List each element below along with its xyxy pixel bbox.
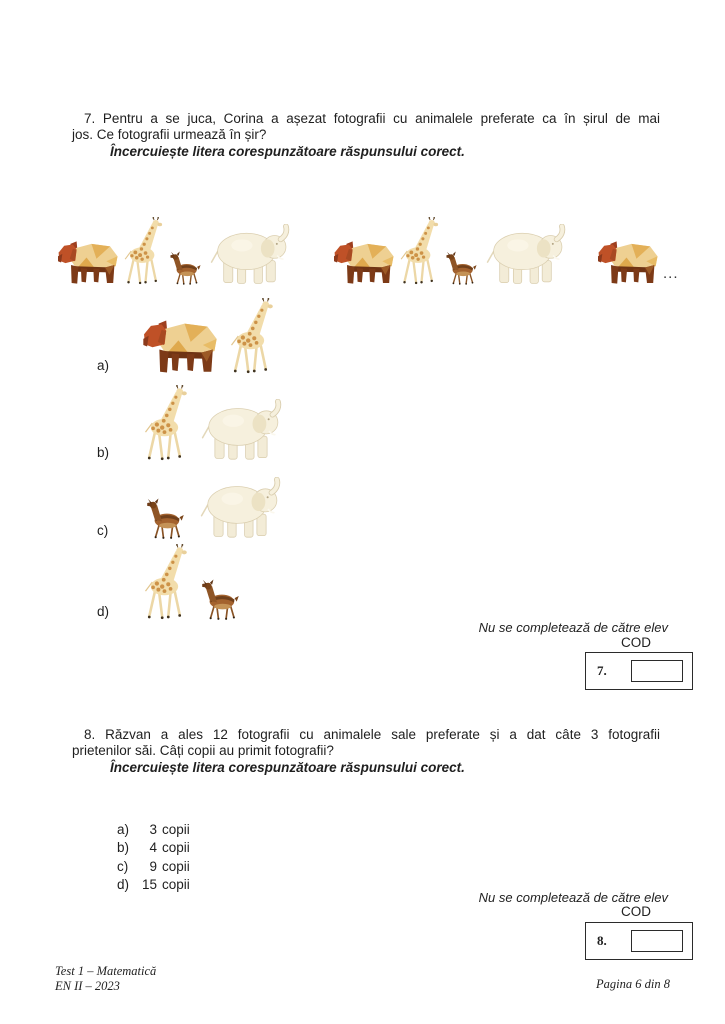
option-images bbox=[143, 298, 275, 374]
giraffe-icon bbox=[229, 298, 275, 374]
elephant-icon bbox=[207, 224, 292, 285]
option-images bbox=[143, 544, 243, 620]
footer-left bbox=[55, 964, 156, 993]
option-row-b bbox=[97, 379, 284, 461]
bear-icon bbox=[143, 319, 220, 374]
option-row-d bbox=[97, 538, 243, 620]
question-8-line-1: 8. Răzvan a ales 12 fotografii cu animalele sale preferate și a dat câte 3 fotografii bbox=[84, 727, 660, 742]
option-row-c bbox=[97, 457, 283, 539]
option-row-a bbox=[97, 292, 275, 374]
option-unit: copii bbox=[162, 877, 190, 893]
question-8-options bbox=[117, 821, 190, 895]
option-value: 15 bbox=[141, 877, 157, 893]
footer-test-name: Test 1 – Matematică bbox=[55, 964, 157, 978]
sequence-group bbox=[598, 240, 660, 285]
option-label: b) bbox=[97, 445, 110, 460]
option-unit: copii bbox=[162, 858, 190, 874]
code-box-7 bbox=[585, 652, 693, 690]
code-box-number: 7. bbox=[597, 663, 607, 678]
code-box-number: 8. bbox=[597, 933, 607, 948]
elephant-icon bbox=[483, 224, 568, 285]
option-row-d bbox=[117, 876, 190, 894]
question-7-block bbox=[72, 111, 660, 160]
question-7-line-2: jos. Ce fotografii urmează în șir? bbox=[72, 127, 267, 143]
option-value: 3 bbox=[149, 822, 157, 837]
giraffe-icon bbox=[123, 217, 164, 285]
sequence-group bbox=[334, 217, 568, 285]
code-answer-field bbox=[631, 930, 683, 952]
question-8-instruction: Încercuiește litera corespunzătoare răspunsului corect. bbox=[110, 759, 465, 775]
question-7-line-1: 7. Pentru a se juca, Corina a așezat fotografii cu animalele preferate ca în șirul de mai bbox=[84, 111, 660, 126]
question-7-instruction: Încercuiește litera corespunzătoare răspunsului corect. bbox=[110, 143, 465, 159]
code-answer-field bbox=[631, 660, 683, 682]
option-images bbox=[143, 477, 283, 539]
option-unit: copii bbox=[162, 822, 190, 837]
sequence-ellipsis: ... bbox=[663, 265, 679, 282]
option-label: c) bbox=[117, 858, 129, 874]
option-label: b) bbox=[117, 840, 130, 856]
not-for-student-note: Nu se completează de către elev bbox=[478, 890, 668, 905]
animal-sequence bbox=[58, 207, 679, 285]
elephant-icon bbox=[197, 477, 283, 539]
option-value: 9 bbox=[149, 858, 157, 874]
bear-icon bbox=[598, 240, 660, 285]
giraffe-icon bbox=[143, 544, 189, 620]
question-8-line-2: prietenilor săi. Câți copii au primit fotografii? bbox=[72, 743, 334, 759]
elephant-icon bbox=[198, 399, 284, 461]
cod-label: COD bbox=[621, 635, 651, 650]
deer-icon bbox=[443, 251, 480, 285]
sequence-group bbox=[58, 217, 292, 285]
cod-label: COD bbox=[621, 904, 651, 919]
deer-icon bbox=[198, 579, 243, 620]
question-8-block bbox=[72, 727, 660, 776]
option-value: 4 bbox=[149, 840, 157, 856]
option-row-a bbox=[117, 821, 190, 839]
bear-icon bbox=[334, 240, 396, 285]
option-unit: copii bbox=[162, 840, 190, 856]
option-row-c bbox=[117, 858, 190, 876]
option-label: d) bbox=[117, 877, 130, 893]
footer-page-indicator: Pagina 6 din 8 bbox=[596, 977, 670, 991]
footer-edition: EN II – 2023 bbox=[55, 978, 120, 993]
code-box-8 bbox=[585, 922, 693, 960]
option-label: c) bbox=[97, 523, 109, 538]
deer-icon bbox=[167, 251, 204, 285]
option-row-b bbox=[117, 839, 190, 857]
option-images bbox=[143, 385, 284, 461]
bear-icon bbox=[58, 240, 120, 285]
option-label: a) bbox=[117, 822, 130, 837]
not-for-student-note: Nu se completează de către elev bbox=[478, 620, 668, 635]
giraffe-icon bbox=[143, 385, 189, 461]
deer-icon bbox=[143, 498, 188, 539]
giraffe-icon bbox=[399, 217, 440, 285]
option-label: d) bbox=[97, 604, 110, 619]
option-label: a) bbox=[97, 358, 110, 373]
